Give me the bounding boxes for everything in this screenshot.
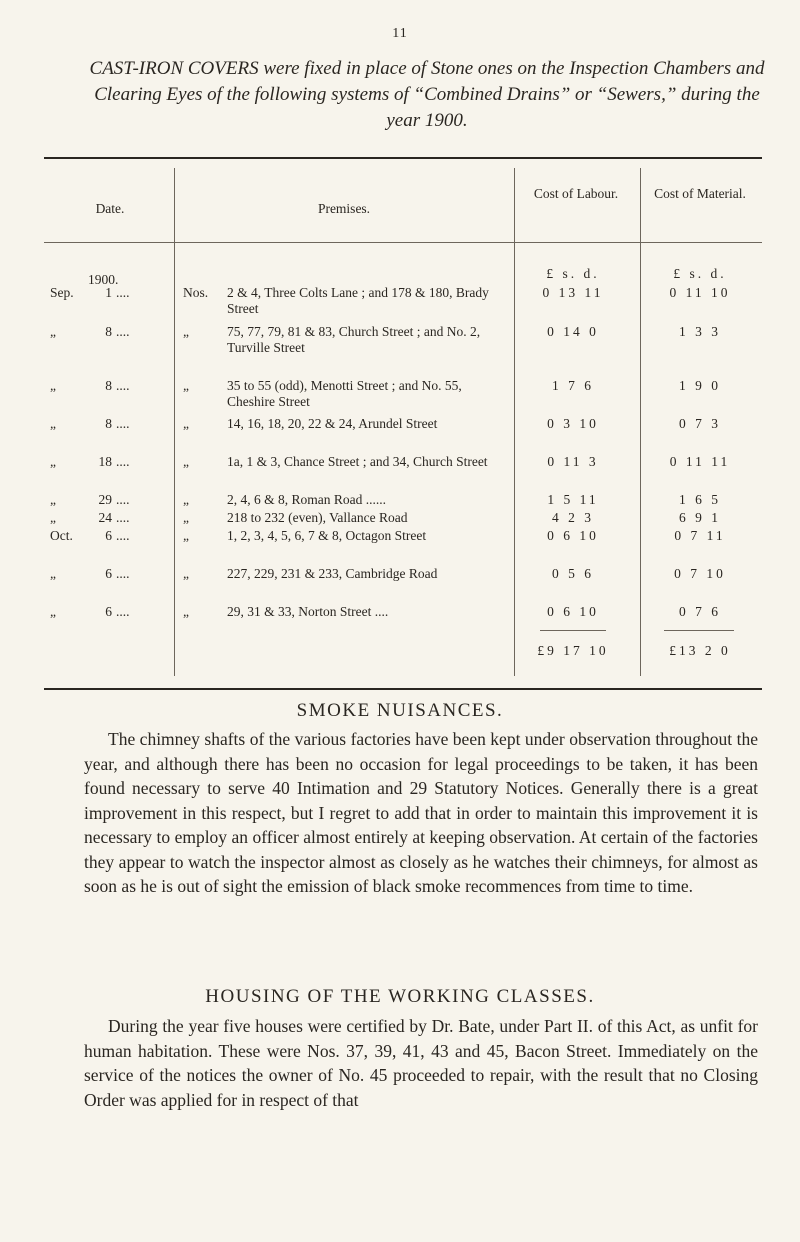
year-label: 1900.	[88, 272, 119, 287]
row-day: 6	[105, 604, 112, 619]
row-leader: ....	[116, 604, 130, 619]
row-prefix: Nos.	[183, 285, 209, 300]
row-labour-cost: 0 6 10	[547, 528, 599, 543]
row-material-cost: 0 7 11	[674, 528, 726, 543]
row-month: Sep.	[50, 285, 74, 300]
row-leader: ....	[116, 566, 130, 581]
header-date: Date.	[95, 201, 125, 216]
total-rule-material	[664, 630, 734, 631]
row-prefix: „	[183, 454, 189, 469]
row-labour-cost: 0 5 6	[552, 566, 594, 581]
section-title-smoke: SMOKE NUISANCES.	[296, 700, 504, 721]
row-leader: ....	[116, 416, 130, 431]
total-rule-labour	[540, 630, 606, 631]
row-day: 24	[98, 510, 112, 525]
row-premises: 218 to 232 (even), Vallance Road	[227, 510, 408, 525]
row-material-cost: 6 9 1	[679, 510, 721, 525]
row-premises: 2, 4, 6 & 8, Roman Road ......	[227, 492, 386, 507]
row-month: „	[50, 604, 56, 619]
column-divider	[174, 168, 175, 676]
total-material: £13 2 0	[669, 643, 731, 658]
row-day: 6	[105, 566, 112, 581]
row-day: 8	[105, 416, 112, 431]
row-premises: 227, 229, 231 & 233, Cambridge Road	[227, 566, 438, 581]
header-material: Cost of Material.	[654, 186, 746, 201]
row-leader: ....	[116, 324, 130, 339]
row-prefix: „	[183, 528, 189, 543]
header-premises: Premises.	[317, 201, 371, 216]
row-labour-cost: 1 5 11	[547, 492, 599, 507]
row-premises: 75, 77, 79, 81 & 83, Church Street ; and No. 2, Turville Street	[227, 324, 481, 355]
row-month: „	[50, 416, 56, 431]
column-divider	[514, 168, 515, 676]
row-material-cost: 0 7 10	[674, 566, 726, 581]
row-premises: 35 to 55 (odd), Menotti Street ; and No. 55, Cheshire Street	[227, 378, 462, 409]
row-day: 18	[98, 454, 112, 469]
row-labour-cost: 0 3 10	[547, 416, 599, 431]
row-premises: 14, 16, 18, 20, 22 & 24, Arundel Street	[227, 416, 438, 431]
row-leader: ....	[116, 454, 130, 469]
row-premises: 29, 31 & 33, Norton Street ....	[227, 604, 389, 619]
row-labour-cost: 0 14 0	[547, 324, 599, 339]
paragraph-housing: During the year five houses were certified by Dr. Bate, under Part II. of this Act, as unfit for human habitation. These were Nos. 37, 39, 41, 43 and 45, Bacon Street. Immediately on the service of the notices the owner of No. 45 proceeded to repair, with the result that no Closing Order was applied for in respect of that	[84, 1016, 758, 1110]
row-day: 1	[105, 285, 112, 300]
row-prefix: „	[183, 416, 189, 431]
row-prefix: „	[183, 378, 189, 393]
row-material-cost: 0 7 6	[679, 604, 721, 619]
row-leader: ....	[116, 528, 130, 543]
row-material-cost: 1 3 3	[679, 324, 721, 339]
row-premises: 1a, 1 & 3, Chance Street ; and 34, Church Street	[227, 454, 488, 469]
row-material-cost: 1 6 5	[679, 492, 721, 507]
units-material: £ s. d.	[673, 266, 727, 281]
row-labour-cost: 4 2 3	[552, 510, 594, 525]
units-labour: £ s. d.	[546, 266, 600, 281]
row-premises: 1, 2, 3, 4, 5, 6, 7 & 8, Octagon Street	[227, 528, 427, 543]
section-title-housing: HOUSING OF THE WORKING CLASSES.	[205, 986, 595, 1007]
row-material-cost: 0 7 3	[679, 416, 721, 431]
row-leader: ....	[116, 492, 130, 507]
paragraph-smoke: The chimney shafts of the various factories have been kept under observation throughout the year, and although there has been no occasion for legal proceedings to be taken, it has been found necessary to serve 40 Intimation and 29 Statutory Notices. Generally there is a great improvement in this respect, but I regret to add that in order to maintain this improvement it is necessary to employ an officer almost entirely at keeping observation. At certain of the factories they appear to watch the inspector almost as closely as he watches their chimneys, for almost as soon as he is out of sight the emission of black smoke recommences from time to time.	[84, 729, 758, 896]
row-day: 8	[105, 324, 112, 339]
header-rule	[44, 242, 762, 243]
column-divider	[640, 168, 641, 676]
row-prefix: „	[183, 324, 189, 339]
row-labour-cost: 0 6 10	[547, 604, 599, 619]
row-prefix: „	[183, 492, 189, 507]
header-labour: Cost of Labour.	[533, 186, 619, 201]
row-material-cost: 0 11 10	[669, 285, 731, 300]
table-heading: CAST-IRON COVERS were fixed in place of Stone ones on the Inspection Chambers and Clearing Eyes of the following systems of “Combined Drains” or “Sewers,” during the year 1900.	[89, 58, 765, 131]
row-labour-cost: 0 11 3	[547, 454, 599, 469]
row-prefix: „	[183, 510, 189, 525]
row-month: „	[50, 454, 56, 469]
row-labour-cost: 1 7 6	[552, 378, 594, 393]
row-month: „	[50, 566, 56, 581]
row-labour-cost: 0 13 11	[542, 285, 604, 300]
row-prefix: „	[183, 604, 189, 619]
row-prefix: „	[183, 566, 189, 581]
table-top-rule	[44, 157, 762, 159]
row-day: 29	[98, 492, 112, 507]
row-month: „	[50, 324, 56, 339]
row-month: Oct.	[50, 528, 73, 543]
row-material-cost: 0 11 11	[669, 454, 731, 469]
row-leader: ....	[116, 510, 130, 525]
page-number: 11	[392, 26, 408, 41]
total-labour: £9 17 10	[537, 643, 609, 658]
row-day: 8	[105, 378, 112, 393]
row-month: „	[50, 492, 56, 507]
row-leader: ....	[116, 285, 130, 300]
row-leader: ....	[116, 378, 130, 393]
table-bottom-rule	[44, 688, 762, 690]
row-material-cost: 1 9 0	[679, 378, 721, 393]
row-premises: 2 & 4, Three Colts Lane ; and 178 & 180, Brady Street	[227, 285, 489, 316]
row-day: 6	[105, 528, 112, 543]
row-month: „	[50, 510, 56, 525]
row-month: „	[50, 378, 56, 393]
